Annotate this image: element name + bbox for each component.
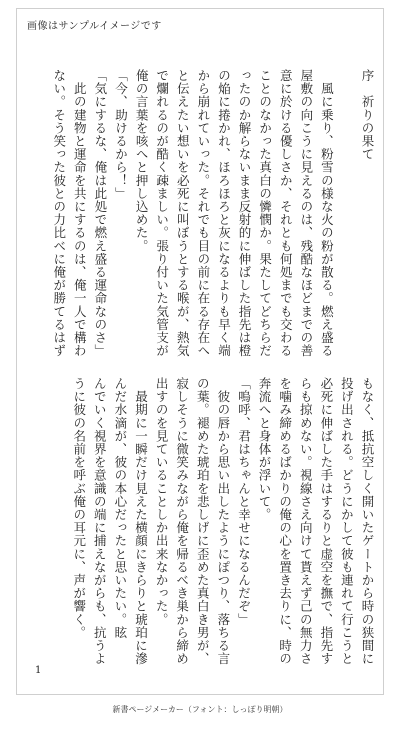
text-block-bottom — [68, 377, 377, 666]
text-column: 必死に伸ばした手はするりと虚空を撫で、指先す — [318, 377, 334, 666]
text-column: 寂しそうに微笑みながら俺を帰るべき巣から締め — [174, 377, 190, 666]
text-column: んだ水滴が、彼の本心だったと思いたい。眩 — [112, 377, 128, 639]
text-column: ことのなかった真白の憐憫か。果たしてどちらだ — [257, 69, 273, 358]
text-column: 俺の言葉を咳へと押し込めた。 — [134, 69, 150, 253]
page-sheet — [16, 8, 384, 695]
text-column: うに彼の名前を呼ぶ俺の耳元に、声が響く。 — [71, 377, 87, 639]
text-column: 奔流へと身体が浮いて。 — [257, 377, 273, 522]
text-column: と伝えたい想いを必死に叫ぼうとする喉が、熱気 — [175, 69, 191, 358]
text-column: 「気にするな、俺は此処で燃え盛る運命なのさ」 — [92, 69, 108, 358]
text-column: ったのか解らないまま反射的に伸ばした指先は橙 — [237, 69, 253, 358]
text-column: らも掠めない。視線さえ向けて貰えず己の無力さ — [298, 377, 314, 666]
text-column: 此の建物と運命を共にするのは、俺一人で構わ — [72, 69, 88, 358]
text-column: もなく、抵抗空しく開いたゲートから時の狭間に — [360, 377, 375, 666]
text-column: の焔に捲かれ、ほろほろと灰になるよりも早く端 — [216, 69, 232, 358]
text-block-top — [48, 69, 377, 359]
sample-notice: 画像はサンプルイメージです — [27, 21, 162, 32]
text-column: 投げ出される。どうにかして彼も連れて行こうと — [339, 377, 355, 666]
text-column: の葉。褪めた琥珀を悲しげに歪めた真白き男が、 — [195, 377, 211, 666]
text-column: ない。そう笑った彼との力比べに俺が勝てるはず — [51, 69, 67, 358]
text-column: 「嗚呼、君はちゃんと幸せになるんだぞ」 — [236, 377, 252, 626]
footer-caption: 新書ページメーカー（フォント：しっぽり明朝） — [112, 705, 288, 714]
chapter-title: 序 祈りの果て — [360, 69, 375, 161]
text-column: から崩れていった。それでも目の前に在る存在へ — [195, 69, 211, 358]
page-number: 1 — [35, 665, 42, 676]
text-column: 彼の唇から思い出したようにぽつり、落ちる言 — [215, 377, 231, 666]
text-column: 意に於ける優しさか、それとも何処までも交わる — [278, 69, 294, 358]
text-column: 最期に一瞬だけ見えた横顔にきらりと琥珀に滲 — [133, 377, 149, 666]
text-column: 屋敷の向こうに見えるのは、残酷なほどまでの善 — [298, 69, 314, 358]
text-column: を噛み締めるばかりの俺の心を置き去りに、時の — [277, 377, 293, 666]
text-column: 出すのを見ていることしか出来なかった。 — [154, 377, 170, 626]
text-column: 「今、助けるから！」 — [113, 69, 129, 200]
text-column: で爛れるのが酷く疎ましい。張り付いた気管支が — [154, 69, 170, 358]
text-column: んでいく視界を意識の端に捕えながらも、抗うよ — [92, 377, 108, 666]
text-column: 風に乗り、粉雪の様な火の粉が散る。燃え盛る — [319, 69, 335, 358]
